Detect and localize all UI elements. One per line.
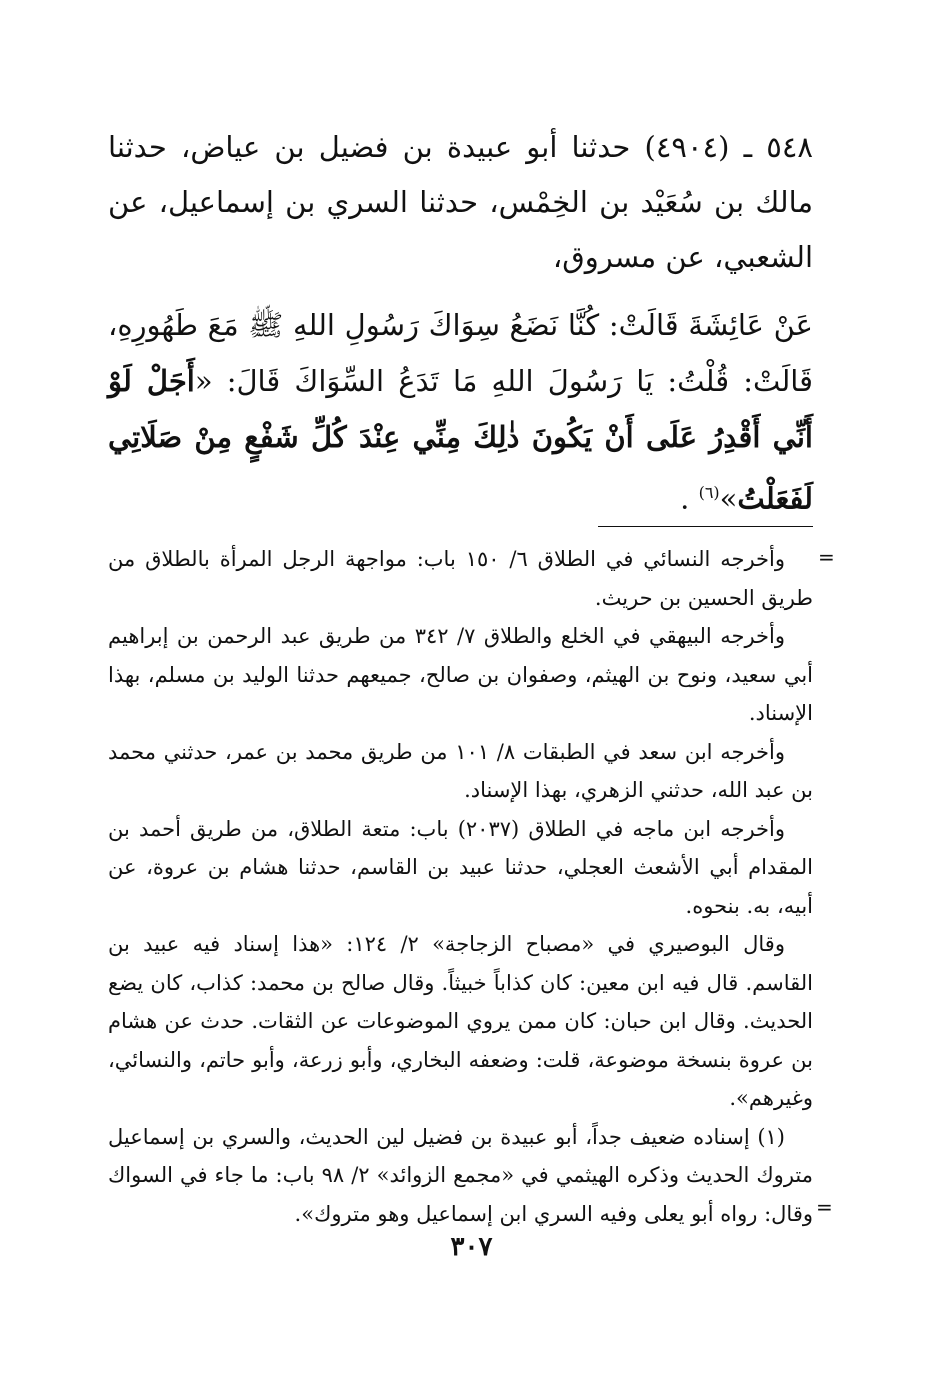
hadith-matn-start: عَنْ عَائِشَةَ قَالَتْ: كُنَّا نَضَعُ سِوَاكَ رَسُولِ اللهِ ﷺ مَعَ طَهُورِهِ، قَالَتْ: قُلْتُ: يَا رَسُولَ اللهِ مَا تَدَعُ السِّوَاكَ قَالَ: « [108, 308, 813, 398]
footnote-paragraph: (١) إسناده ضعيف جداً، أبو عبيدة بن فضيل لين الحديث، والسري بن إسماعيل متروك الحديث وذكره الهيثمي في «مجمع الزوائد» ٢/ ٩٨ باب: ما جاء في السواك وقال: رواه أبو يعلى وفيه السري ابن إسماعيل وهو متروك». [108, 1124, 813, 1226]
continuation-mark-bottom: = [816, 1195, 833, 1219]
footnote-paragraph: وقال البوصيري في «مصباح الزجاجة» ٢/ ١٢٤: «هذا إسناد فيه عبيد بن القاسم. قال فيه ابن معين: كان كذاباً خبيثاً. وقال صالح بن محمد: كذاب، كان يضع الحديث. وقال ابن حبان: كان ممن يروي الموضوعات عن الثقات. حدث عن هشام بن عروة بنسخة موضوعة، قلت: وضعفه البخاري، وأبو زرعة، وأبو حاتم، والنسائي، وغيرهم». [108, 932, 813, 1110]
footnote-paragraph: وأخرجه البيهقي في الخلع والطلاق ٧/ ٣٤٢ من طريق عبد الرحمن بن إبراهيم أبي سعيد، ونوح بن الهيثم، وصفوان بن صالح، جميعهم حدثنا الوليد بن مسلم، بهذا الإسناد. [108, 624, 813, 725]
page-number: ٣٠٧ [450, 1232, 493, 1262]
hadith-text-block [108, 120, 813, 527]
footnote-paragraph: وأخرجه النسائي في الطلاق ٦/ ١٥٠ باب: مواجهة الرجل المرأة بالطلاق من طريق الحسين بن حريث. [108, 547, 813, 610]
continuation-mark-top: = [818, 545, 835, 569]
footnote-paragraph: وأخرجه ابن سعد في الطبقات ٨/ ١٠١ من طريق محمد بن عمر، حدثني محمد بن عبد الله، حدثني الزهري، بهذا الإسناد. [108, 739, 813, 802]
hadith-prophetic-saying: أَجَلْ لَوْ أَنِّي أَقْدِرُ عَلَى أَنْ يَكُونَ ذٰلِكَ مِنِّي عِنْدَ كُلِّ شَفْعٍ مِنْ صَلَاتِي لَفَعَلْتُ [108, 364, 813, 516]
hadith-isnad: ٥٤٨ ـ (٤٩٠٤) حدثنا أبو عبيدة بن فضيل بن عياض، حدثنا مالك بن سُعَيْد بن الخِمْس، حدثنا السري بن إسماعيل، عن الشعبي، عن مسروق، [108, 130, 813, 274]
hadith-matn-end: . [680, 481, 690, 516]
footnote-separator [598, 526, 813, 527]
footnotes-block [108, 540, 813, 1233]
footnote-paragraph: وأخرجه ابن ماجه في الطلاق (٢٠٣٧) باب: متعة الطلاق، من طريق أحمد بن المقدام أبي الأشعث العجلي، حدثنا عبيد بن القاسم، حدثنا هشام بن عروة، عن أبيه، به. بنحوه. [108, 816, 813, 918]
hadith-matn [108, 297, 813, 527]
hadith-quote-close: » [719, 481, 738, 516]
footnote-reference: (٦) [698, 483, 720, 502]
